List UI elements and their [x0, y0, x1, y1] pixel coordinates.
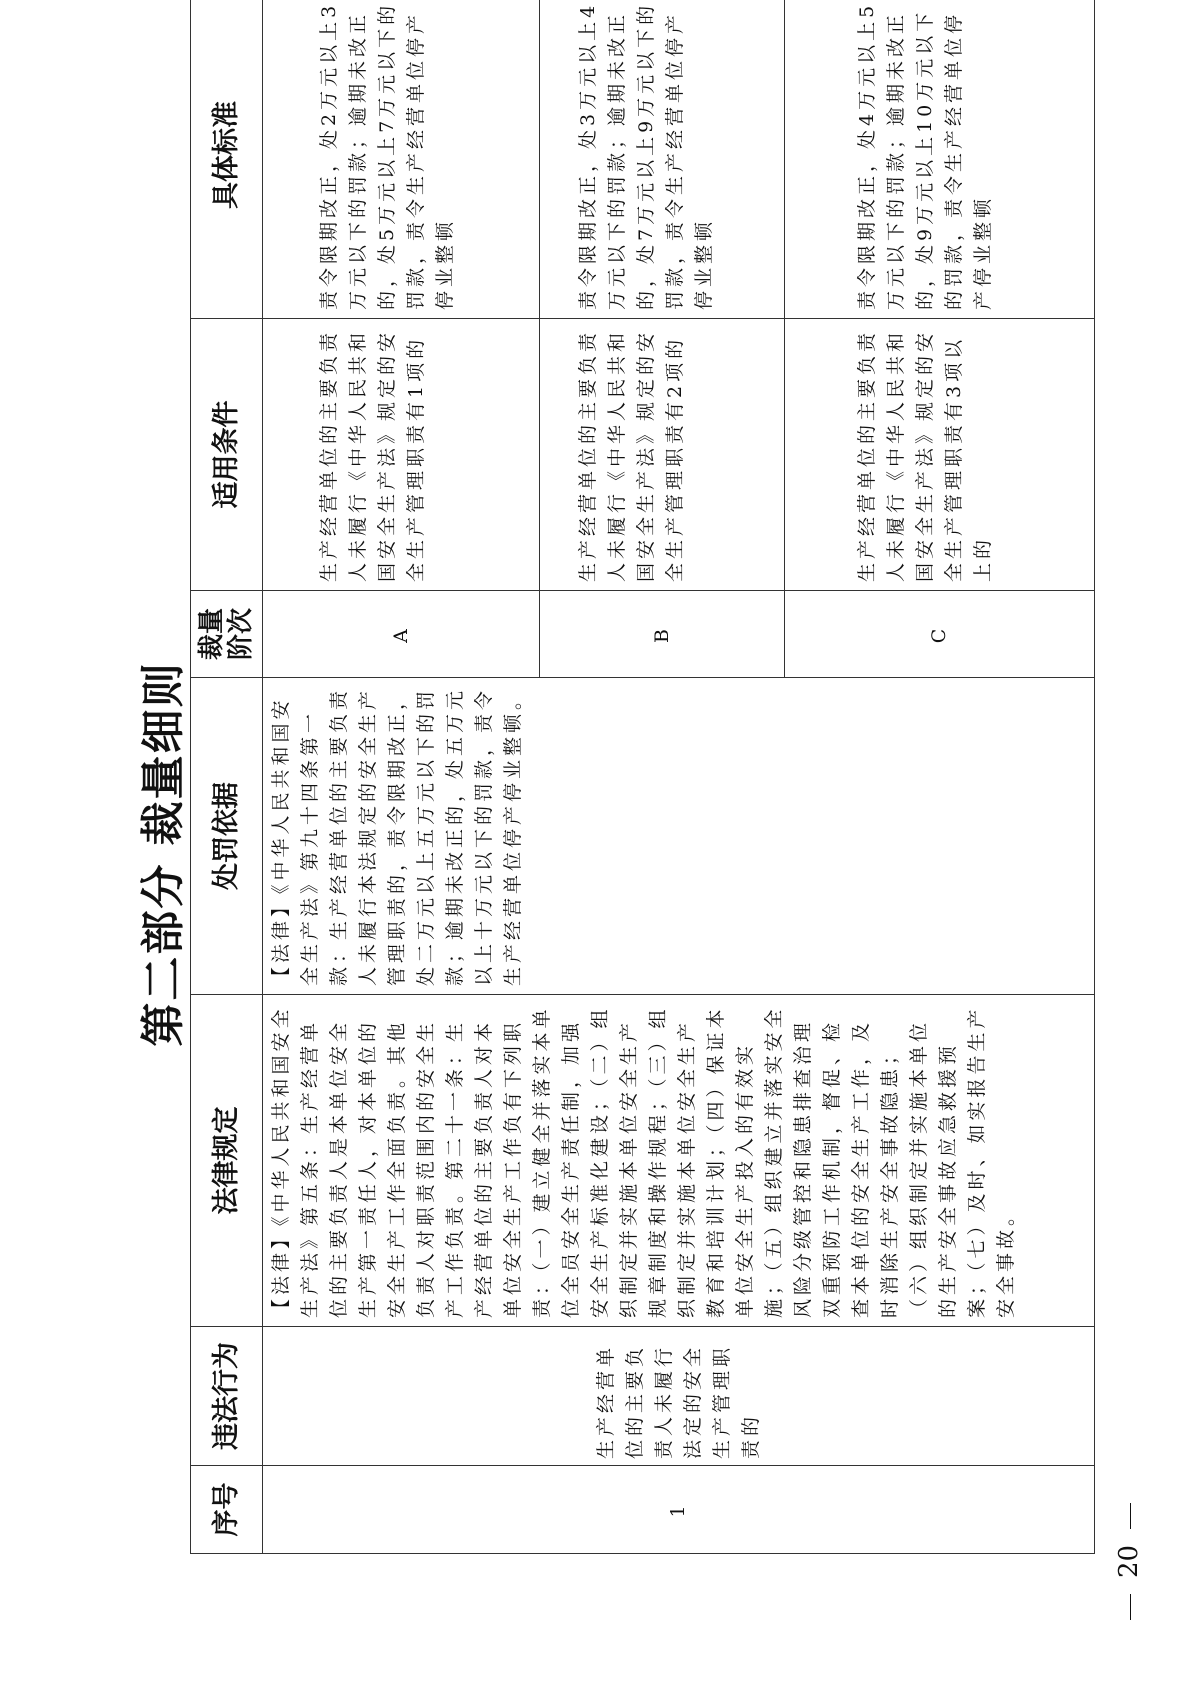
standard-cell-c [785, 0, 1095, 319]
condition-b-text: 生产经营单位的主要负责人未履行《中华人民共和国安全生产法》规定的安全生产管理职责有2项的 [577, 328, 686, 582]
level-cell-b [540, 591, 785, 678]
level-cell-a [263, 591, 540, 678]
header-condition: 适用条件 [191, 319, 263, 591]
violation-cell [263, 1327, 1095, 1466]
page-number [1114, 1487, 1144, 1636]
standard-a-text: 责令限期改正，处2万元以上3万元以下的罚款；逾期未改正的，处5万元以上7万元以下的罚款，责令生产经营单位停产停业整顿 [318, 1, 456, 310]
header-standard: 具体标准 [191, 0, 263, 319]
table-row [263, 0, 540, 1554]
page-number-text: 20 [1114, 1544, 1144, 1578]
level-c: C [928, 624, 950, 644]
header-penalty-basis: 处罚依据 [191, 678, 263, 995]
header-violation: 违法行为 [191, 1327, 263, 1466]
header-no: 序号 [191, 1466, 263, 1554]
standard-cell-a [263, 0, 540, 319]
standard-cell-b [540, 0, 785, 319]
violation-text: 生产经营单位的主要负责人未履行法定的安全生产管理职责的 [594, 1343, 762, 1459]
standard-c-text: 责令限期改正，处4万元以上5万元以下的罚款；逾期未改正的，处9万元以上10万元以下的罚款，责令生产经营单位停产停业整顿 [856, 1, 994, 310]
header-legal-provision: 法律规定 [191, 995, 263, 1327]
penalty-basis-text: 【法律】《中华人民共和国安全生产法》第九十四条第一款：生产经营单位的主要负责人未履行本法规定的安全生产管理职责的，责令限期改正，处二万元以上五万元以下的罚款；逾期未改正的，处五万元以上十万元以下的罚款，责令生产经营单位停产停业整顿。 [270, 686, 524, 986]
condition-cell-a [263, 319, 540, 591]
level-a: A [389, 625, 412, 643]
page-title: 第二部分 裁量细则 [138, 661, 189, 1047]
penalty-standards-table [190, 0, 1095, 1554]
row-number [263, 1466, 1095, 1554]
condition-cell-b [540, 319, 785, 591]
level-cell-c [785, 591, 1095, 678]
condition-cell-c [785, 319, 1095, 591]
condition-c-text: 生产经营单位的主要负责人未履行《中华人民共和国安全生产法》规定的安全生产管理职责有3项以上的 [856, 328, 994, 582]
dash-left [1130, 1594, 1131, 1620]
condition-a-text: 生产经营单位的主要负责人未履行《中华人民共和国安全生产法》规定的安全生产管理职责有1项的 [318, 328, 427, 582]
level-b: B [650, 625, 673, 643]
row-number-text: 1 [667, 1501, 689, 1518]
standard-b-text: 责令限期改正，处3万元以上4万元以下的罚款；逾期未改正的，处7万元以上9万元以下的罚款，责令生产经营单位停产停业整顿 [577, 1, 715, 310]
legal-provision-text: 【法律】《中华人民共和国安全生产法》第五条：生产经营单位的主要负责人是本单位安全生产第一责任人，对本单位的安全生产工作全面负责。其他负责人对职责范围内的安全生产工作负责。第二十一条：生产经营单位的主要负责人对本单位安全生产工作负有下列职责：（一）建立健全并落实本单位全员安全生产责任制，加强安全生产标准化建设；（二）组织制定并实施本单位安全生产规章制度和操作规程；（三）组织制定并实施本单位安全生产教育和培训计划；（四）保证本单位安全生产投入的有效实施；（五）组织建立并落实安全风险分级管控和隐患排查治理双重预防工作机制，督促、检查本单位的安全生产工作，及时消除生产安全事故隐患；（六）组织制定并实施本单位的生产安全事故应急救援预案；（七）及时、如实报告生产安全事故。 [270, 1005, 1017, 1318]
dash-right [1130, 1503, 1131, 1529]
legal-provision-cell [263, 995, 1095, 1327]
table-header-row [191, 0, 263, 1554]
header-level: 裁量阶次 [191, 591, 263, 678]
penalty-basis-cell [263, 678, 1095, 995]
